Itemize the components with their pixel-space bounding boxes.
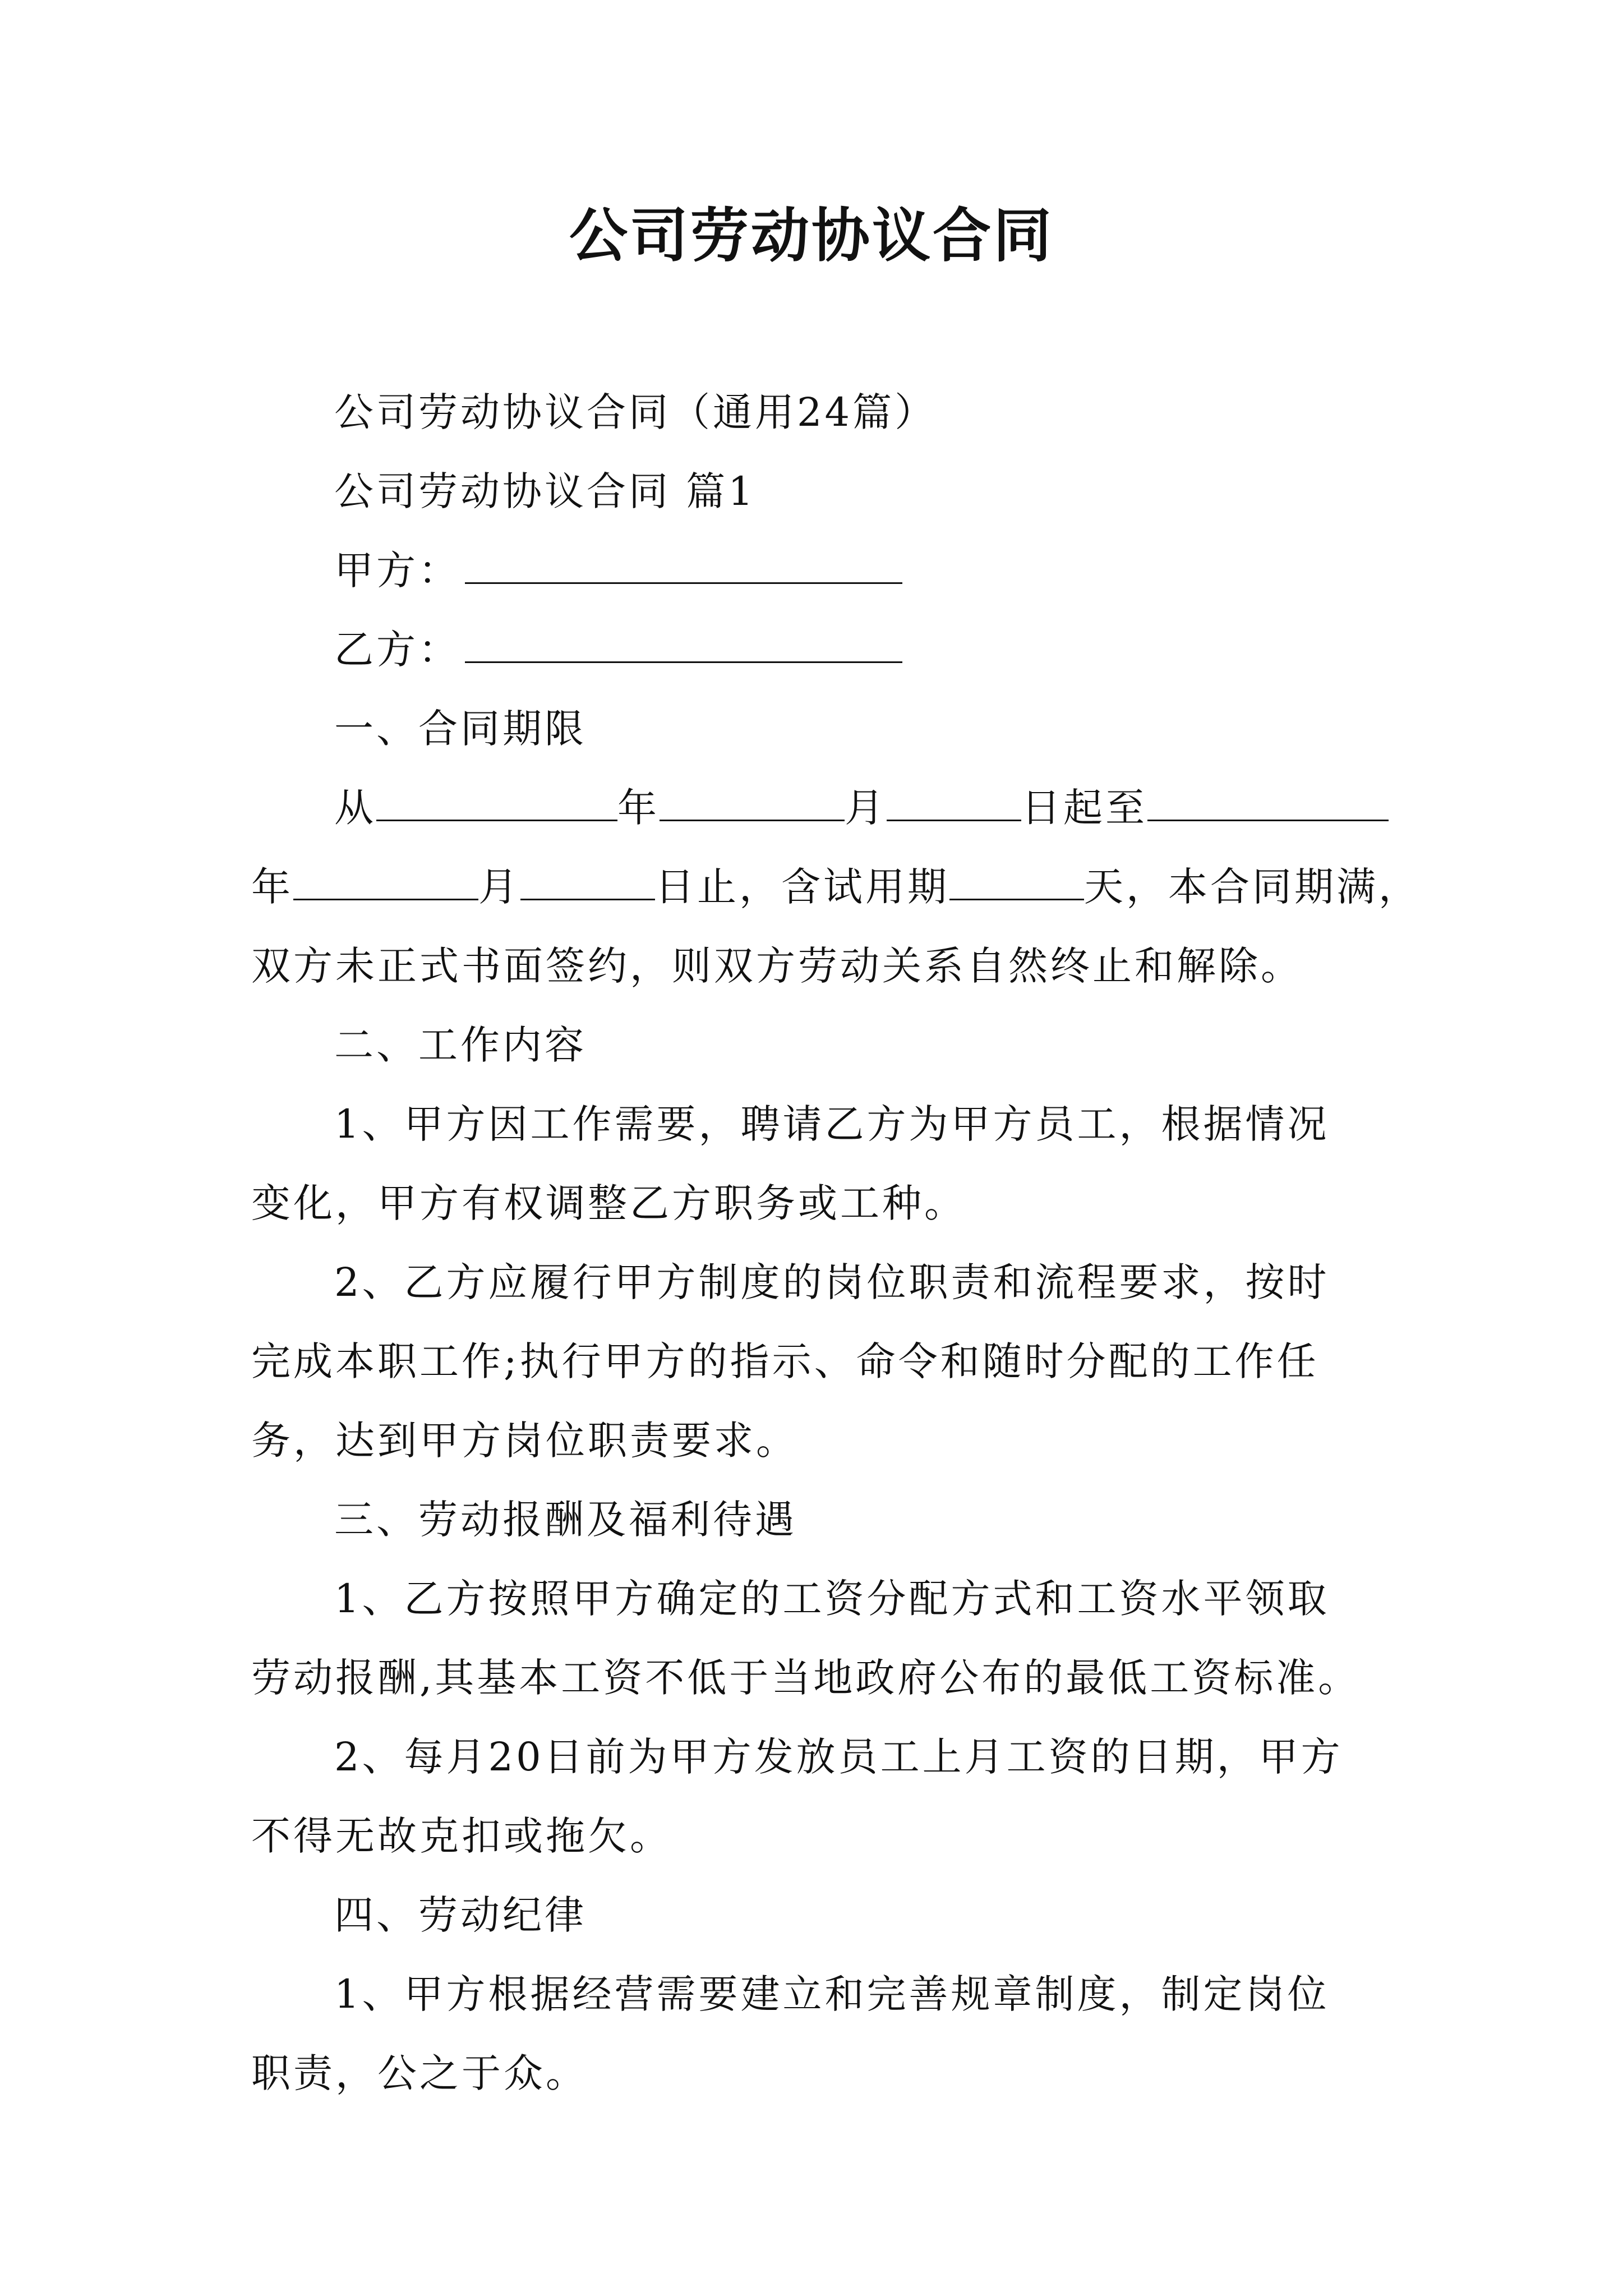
paragraph-line: 1、甲方根据经营需要建立和完善规章制度，制定岗位 (334, 1971, 1330, 2017)
paragraph-line: 务，达到甲方岗位职责要求。 (251, 1418, 798, 1464)
start-day-blank (887, 776, 1021, 821)
section-2-heading: 二、工作内容 (334, 1022, 587, 1068)
term-line-1 (251, 769, 1384, 848)
term-month-2: 月 (478, 864, 520, 910)
paragraph-line: 变化，甲方有权调整乙方职务或工种。 (251, 1180, 966, 1226)
section-3-heading: 三、劳动报酬及福利待遇 (334, 1497, 797, 1543)
party-a-label: 甲方： (334, 547, 460, 593)
term-month: 月 (845, 785, 887, 831)
party-a-blank (465, 539, 902, 584)
paragraph-line: 不得无故克扣或拖欠。 (251, 1813, 672, 1859)
term-line-2 (251, 848, 1421, 927)
paragraph-line: 2、每月20日前为甲方发放员工上月工资的日期，甲方 (334, 1734, 1343, 1780)
term-tail: 天，本合同期满， (1084, 864, 1421, 910)
document-title: 公司劳动协议合同 (569, 201, 1054, 270)
subtitle: 公司劳动协议合同（通用24篇） (334, 389, 937, 435)
section-1-heading: 一、合同期限 (334, 706, 587, 752)
paragraph-line: 2、乙方应履行甲方制度的岗位职责和流程要求，按时 (334, 1259, 1330, 1305)
term-line-3: 双方未正式书面签约，则双方劳动关系自然终止和解除。 (251, 943, 1303, 989)
end-day-blank (520, 855, 655, 900)
end-month-blank (293, 855, 478, 900)
party-b-label: 乙方： (334, 627, 460, 673)
party-a-line (251, 531, 1384, 610)
paragraph-line: 职责，公之于众。 (251, 2050, 588, 2096)
term-day-to: 日起至 (1021, 785, 1147, 831)
section-4-heading: 四、劳动纪律 (334, 1892, 587, 1938)
paragraph-line: 1、甲方因工作需要，聘请乙方为甲方员工，根据情况 (334, 1101, 1330, 1147)
chapter-heading: 公司劳动协议合同 篇1 (334, 468, 756, 514)
term-from: 从 (334, 785, 376, 831)
trial-days-blank (949, 855, 1084, 900)
paragraph-line: 劳动报酬,其基本工资不低于当地政府公布的最低工资标准。 (251, 1655, 1361, 1701)
start-year-blank (376, 776, 617, 821)
term-year: 年 (617, 785, 660, 831)
term-day-end: 日止，含试用期 (655, 864, 949, 910)
party-b-blank (465, 618, 902, 663)
term-year-2: 年 (251, 864, 293, 910)
document-body (251, 373, 1421, 2113)
end-year-blank (1147, 776, 1389, 821)
paragraph-line: 1、乙方按照甲方确定的工资分配方式和工资水平领取 (334, 1576, 1330, 1622)
party-b-line (251, 610, 1384, 689)
paragraph-line: 完成本职工作;执行甲方的指示、命令和随时分配的工作任 (251, 1338, 1319, 1384)
start-month-blank (660, 776, 845, 821)
